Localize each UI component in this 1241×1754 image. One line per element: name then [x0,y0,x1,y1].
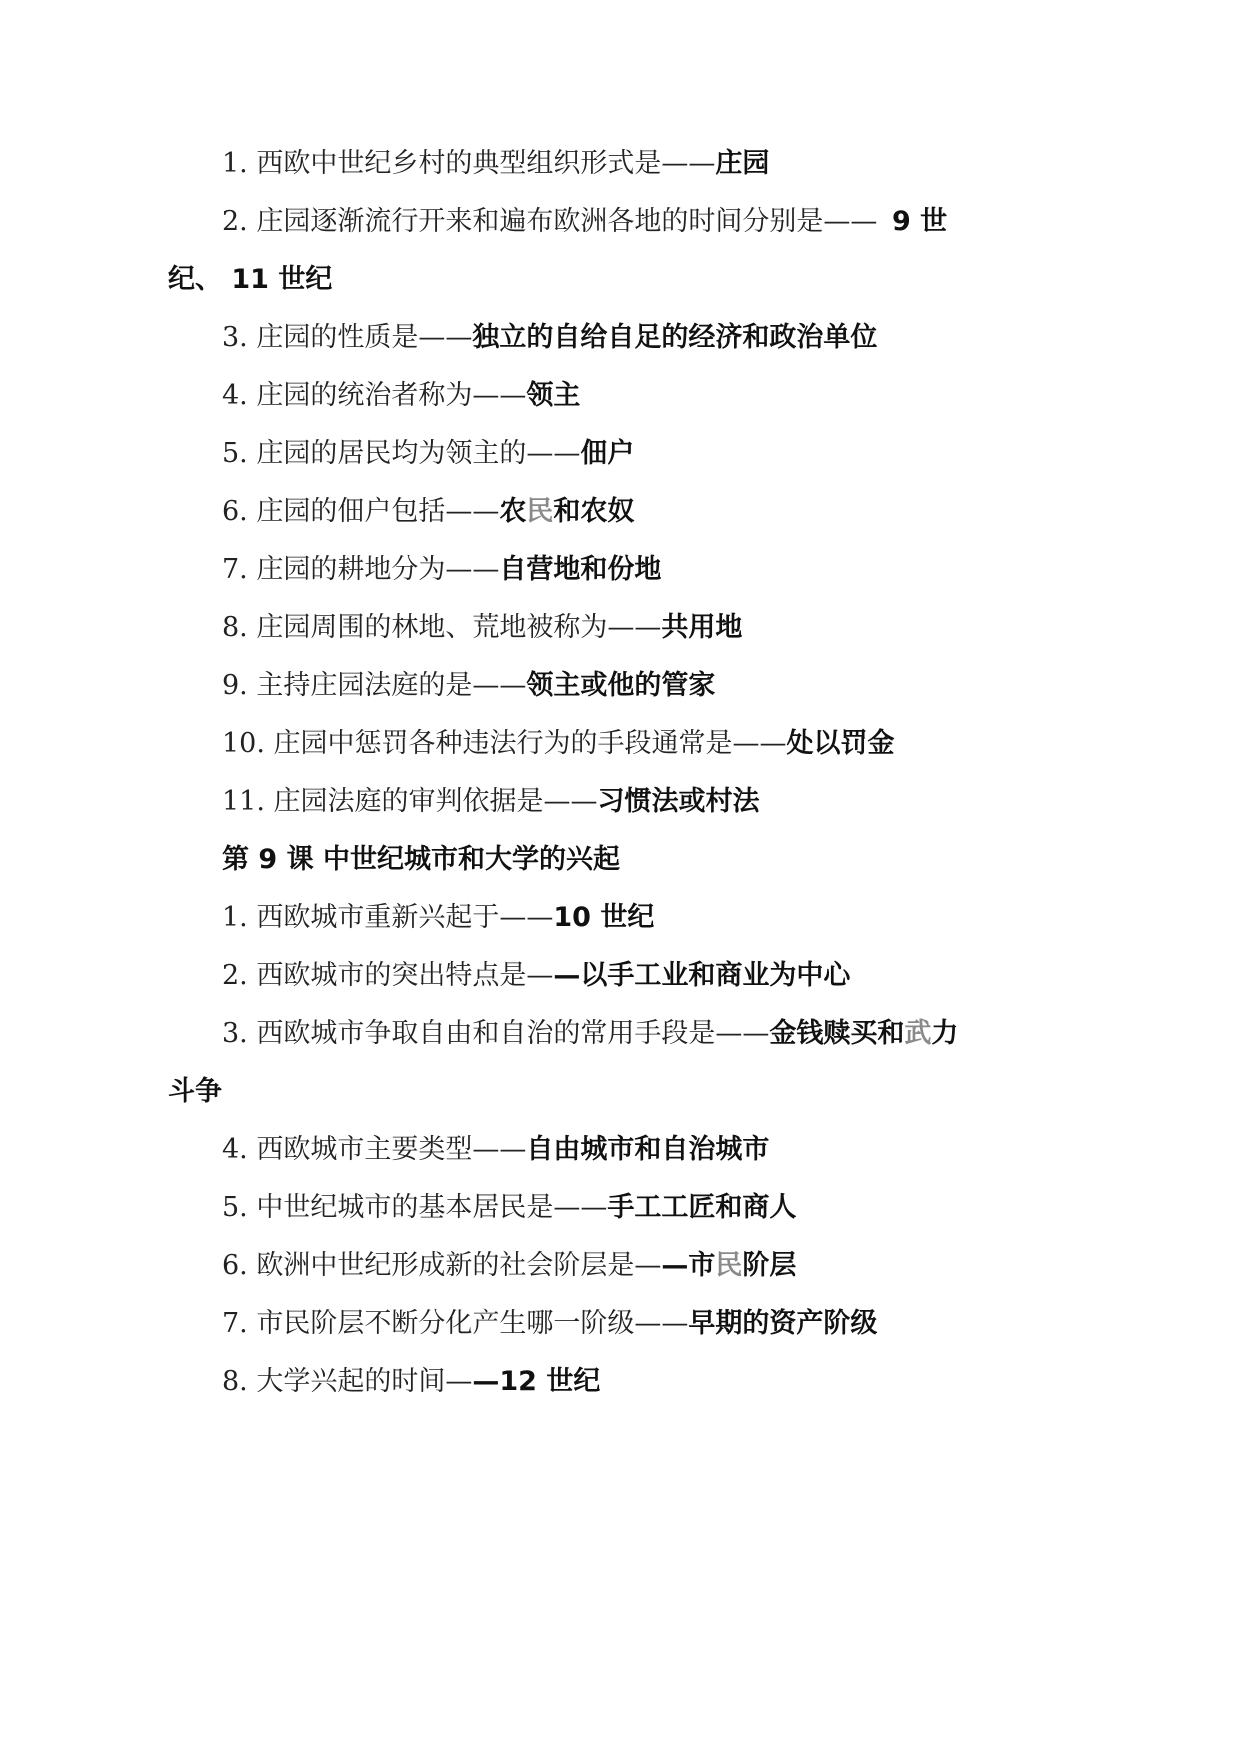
answer-text: 庄园 [715,148,770,179]
section-title: 第 9 课 中世纪城市和大学的兴起 [222,844,620,875]
question-text: 1. 西欧中世纪乡村的典型组织形式是—— [222,148,716,179]
answer-text: 领主 [526,380,581,411]
list-item [222,378,580,414]
answer-text: 共用地 [661,612,743,643]
question-text: 11. 庄园法庭的审判依据是—— [222,786,598,817]
list-item [222,900,654,936]
question-text: 9. 主持庄园法庭的是—— [222,670,527,701]
answer-text: —12 世纪 [472,1366,601,1397]
answer-text: 斗争 [168,1076,222,1107]
list-item [222,1364,600,1400]
answer-text: 和农奴 [553,496,635,527]
question-text: 7. 庄园的耕地分为—— [222,554,500,585]
answer-text: 处以罚金 [786,728,895,759]
answer-text: 早期的资产阶级 [688,1308,878,1339]
question-text: 7. 市民阶层不断分化产生哪一阶级—— [222,1308,689,1339]
question-text: 6. 欧洲中世纪形成新的社会阶层是— [222,1250,662,1281]
list-item [222,1306,877,1342]
question-text: 3. 庄园的性质是—— [222,322,473,353]
question-text: 4. 庄园的统治者称为—— [222,380,527,411]
answer-text: 佃户 [580,438,635,469]
answer-text-faded: 武 [904,1018,932,1049]
answer-text: 纪、 11 世纪 [168,264,333,295]
list-item [222,1132,769,1168]
question-text: 4. 西欧城市主要类型—— [222,1134,527,1165]
list-item [222,320,877,356]
answer-text-faded: 民 [526,496,554,527]
answer-text: 农 [499,496,527,527]
question-text: 3. 西欧城市争取自由和自治的常用手段是—— [222,1018,770,1049]
list-item [222,958,850,994]
list-item-continuation [168,1074,222,1110]
answer-text: 领主或他的管家 [526,670,716,701]
list-item [222,204,877,240]
answer-text: —以手工业和商业为中心 [553,960,851,991]
list-item [222,494,634,530]
answer-text: 金钱赎买和 [769,1018,905,1049]
list-item [222,1016,958,1052]
list-item [222,668,715,704]
list-item [222,784,760,820]
answer-text: 10 世纪 [553,902,655,933]
answer-text: 独立的自给自足的经济和政治单位 [472,322,878,353]
question-text: 2. 庄园逐渐流行开来和遍布欧洲各地的时间分别是—— [222,206,878,237]
question-text: 6. 庄园的佃户包括—— [222,496,500,527]
question-text: 8. 庄园周围的林地、荒地被称为—— [222,612,662,643]
answer-text: 自营地和份地 [499,554,662,585]
answer-text: 力 [931,1018,959,1049]
answer-text: 手工工匠和商人 [607,1192,797,1223]
question-text: 5. 中世纪城市的基本居民是—— [222,1192,608,1223]
question-text: 10. 庄园中惩罚各种违法行为的手段通常是—— [222,728,787,759]
list-item [222,1248,796,1284]
list-item [222,610,742,646]
list-item-answer-wrap [892,204,947,240]
question-text: 5. 庄园的居民均为领主的—— [222,438,581,469]
list-item [222,726,895,762]
question-text: 8. 大学兴起的时间— [222,1366,473,1397]
answer-text-faded: 民 [715,1250,743,1281]
list-item [222,436,634,472]
list-item [222,1190,796,1226]
question-text: 1. 西欧城市重新兴起于—— [222,902,554,933]
list-item-continuation [168,262,332,298]
answer-text: 9 世 [892,206,948,237]
list-item [222,146,769,182]
list-item [222,552,661,588]
question-text: 2. 西欧城市的突出特点是— [222,960,554,991]
answer-text: —市 [661,1250,716,1281]
answer-text: 习惯法或村法 [597,786,760,817]
answer-text: 自由城市和自治城市 [526,1134,770,1165]
answer-text: 阶层 [742,1250,797,1281]
